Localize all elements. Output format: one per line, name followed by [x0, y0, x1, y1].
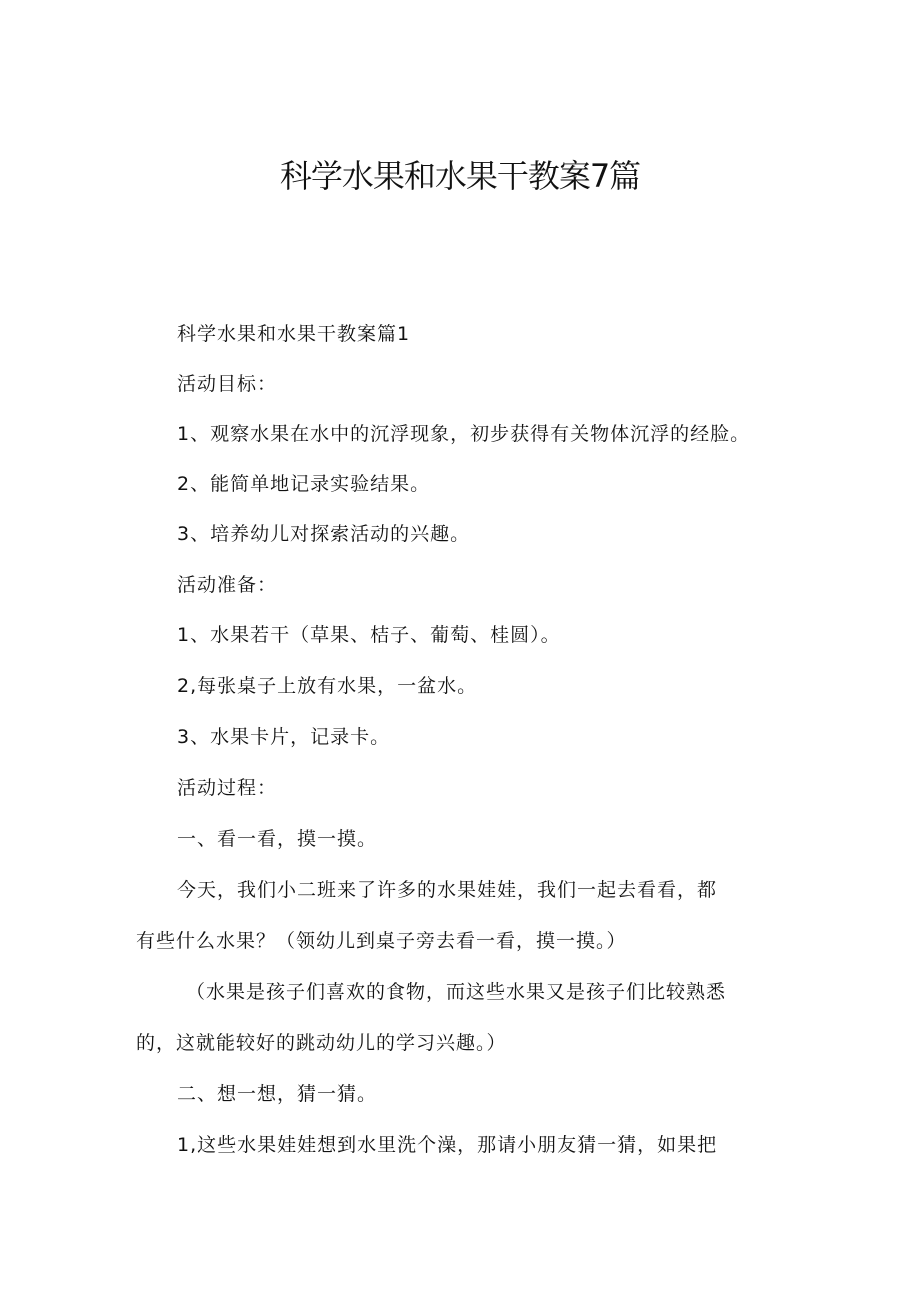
paragraph-line: 活动目标： — [177, 373, 278, 395]
paragraph-line: 今天，我们小二班来了许多的水果娃娃，我们一起去看看，都 — [177, 879, 718, 901]
paragraph-line: 1、水果若干（草果、桔子、葡萄、桂圆）。 — [177, 624, 561, 646]
paragraph-line: 有些什么水果？（领幼儿到桌子旁去看一看，摸一摸。） — [136, 930, 627, 952]
paragraph-line: 二、想一想，猜一猜。 — [177, 1083, 378, 1105]
paragraph-line: 活动准备： — [177, 574, 278, 596]
section-heading: 科学水果和水果干教案篇1 — [177, 323, 411, 345]
paragraph-line: 1、观察水果在水中的沉浮现象，初步获得有关物体沉浮的经脸。 — [177, 423, 751, 445]
paragraph-line: 的，这就能较好的跳动幼儿的学习兴趣。） — [136, 1032, 507, 1054]
paragraph-line: （水果是孩子们喜欢的食物，而这些水果又是孩子们比较熟悉 — [186, 981, 727, 1003]
paragraph-line: 一、看一看，摸一摸。 — [177, 828, 378, 850]
paragraph-line: 活动过程： — [177, 777, 278, 799]
paragraph-line: 2,每张桌子上放有水果，一盆水。 — [177, 675, 478, 697]
paragraph-line: 3、水果卡片，记录卡。 — [177, 726, 391, 748]
document-title: 科学水果和水果干教案7篇 — [279, 157, 641, 195]
paragraph-line: 1,这些水果娃娃想到水里洗个澡，那请小朋友猜一猜，如果把 — [177, 1134, 718, 1156]
paragraph-line: 2、能简单地记录实验结果。 — [177, 473, 431, 495]
paragraph-line: 3、培养幼儿对探索活动的兴趣。 — [177, 523, 471, 545]
